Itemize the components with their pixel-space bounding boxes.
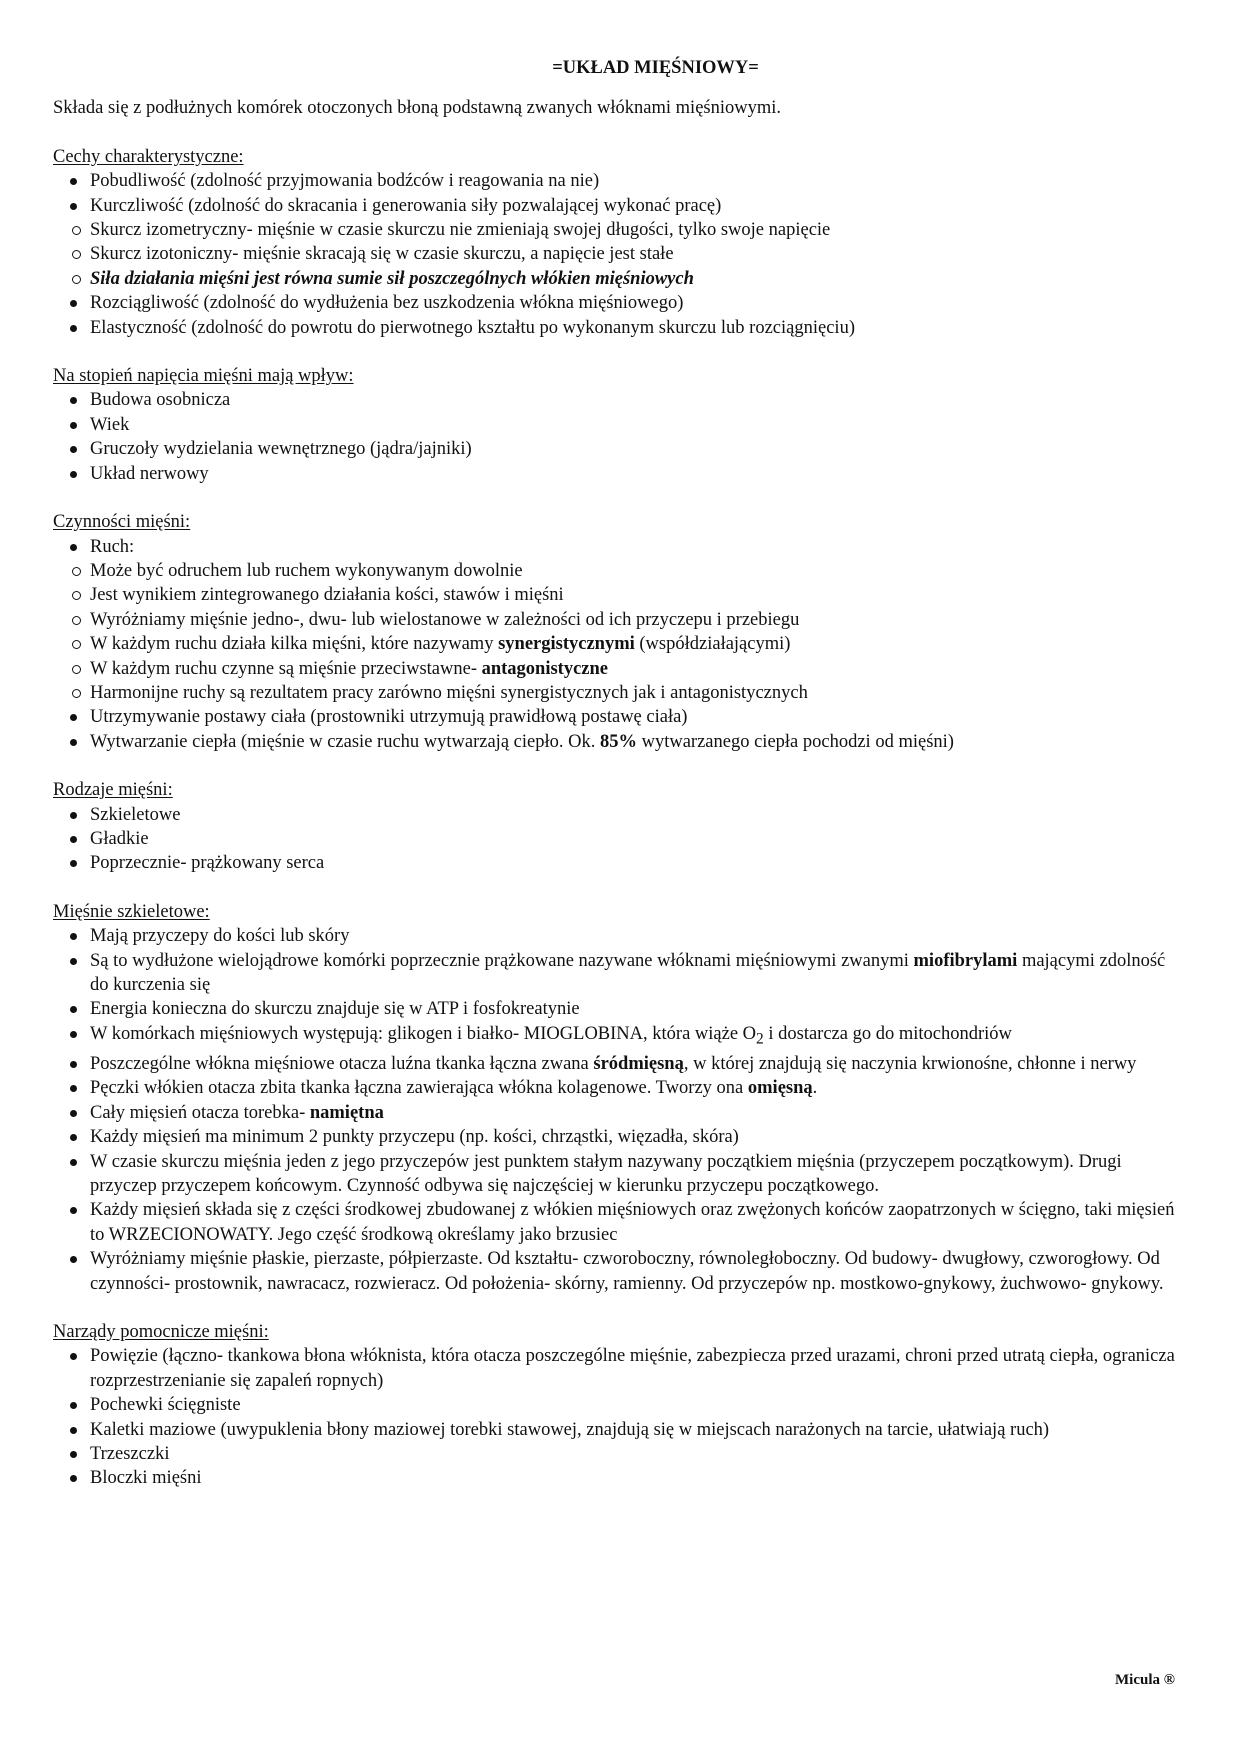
list-item: Mają przyczepy do kości lub skóry — [53, 924, 1188, 948]
list-item: Wiek — [53, 413, 1188, 437]
list-item — [53, 949, 1188, 998]
section-heading: Czynności mięśni: — [53, 512, 191, 533]
list-item: Wyróżniamy mięśnie płaskie, pierzaste, półpierzaste. Od kształtu- czworoboczny, równoległoboczny. Od budowy- dwugłowy, czworogłowy. Od czynności- prostownik, nawracacz, rozwieracz. Od położenia- skórny, ramienny. Od przyczepów np. mostkowo-gnykowy, żuchwowo- gnykowy. — [53, 1247, 1188, 1296]
text-run: Cały mięsień otacza torebka- — [90, 1102, 310, 1123]
list-item: Każdy mięsień ma minimum 2 punkty przyczepu (np. kości, chrząstki, więzadła, skóra) — [53, 1125, 1188, 1149]
section-napiecie — [53, 364, 1188, 486]
bold-term: synergistycznymi — [498, 634, 635, 655]
list-item: Rozciągliwość (zdolność do wydłużenia bez uszkodzenia włókna mięśniowego) — [53, 291, 1188, 315]
text-run: . — [812, 1078, 818, 1099]
list-item — [53, 1052, 1188, 1076]
list-item: Powięzie (łączno- tkankowa błona włóknista, która otacza poszczególne mięśnie, zabezpiecza przed urazami, chroni przed utratą ciepła, ogranicza rozprzestrzenianie się zapaleń ropnych) — [53, 1344, 1188, 1393]
bullet-list — [53, 924, 1188, 1296]
list-item — [53, 1101, 1188, 1125]
list-item: Każdy mięsień składa się z części środkowej zbudowanej z włókien mięśniowych oraz zwężonych końców zaopatrzonych w ścięgno, taki mięsień to WRZECIONOWATY. Jego część środkową określamy jako brzusiec — [53, 1198, 1188, 1247]
section-czynnosci — [53, 510, 1188, 754]
text-run: i dostarcza go do mitochondriów — [763, 1023, 1012, 1044]
text-run: W komórkach mięśniowych występują: glikogen i białko- MIOGLOBINA, która wiąże O — [90, 1023, 757, 1044]
list-item: Kurczliwość (zdolność do skracania i generowania siły pozwalającej wykonać pracę) — [53, 194, 1188, 218]
list-item: Poprzecznie- prążkowany serca — [53, 851, 1188, 875]
list-item: Kaletki maziowe (uwypuklenia błony maziowej torebki stawowej, znajdują się w miejscach narażonych na tarcie, ułatwiają ruch) — [53, 1418, 1188, 1442]
bold-term: śródmięsną — [593, 1053, 684, 1074]
text-run: Pęczki włókien otacza zbita tkanka łączna zawierająca włókna kolagenowe. Tworzy ona — [90, 1078, 748, 1099]
sub-list-item: Jest wynikiem zintegrowanego działania kości, stawów i mięśni — [53, 583, 1188, 607]
intro-paragraph: Składa się z podłużnych komórek otoczonych błoną podstawną zwanych włóknami mięśniowymi. — [53, 98, 782, 119]
subscript: 2 — [756, 1030, 764, 1048]
text-run: Poszczególne włókna mięśniowe otacza luźna tkanka łączna zwana — [90, 1053, 594, 1074]
sub-list-item — [53, 632, 1188, 656]
text-run: W każdym ruchu czynne są mięśnie przeciwstawne- — [90, 658, 482, 679]
list-item: Szkieletowe — [53, 803, 1188, 827]
sub-list-item: Wyróżniamy mięśnie jedno-, dwu- lub wielostanowe w zależności od ich przyczepu i przebiegu — [53, 608, 1188, 632]
text-run: W każdym ruchu działa kilka mięśni, które nazywamy — [90, 634, 499, 655]
bullet-list — [53, 803, 1188, 876]
page-title: =UKŁAD MIĘŚNIOWY= — [552, 58, 759, 78]
section-szkieletowe — [53, 900, 1188, 1296]
section-heading: Mięśnie szkieletowe: — [53, 901, 210, 922]
sub-list-item: Harmonijne ruchy są rezultatem pracy zarówno mięśni synergistycznych jak i antagonistycznych — [53, 681, 1188, 705]
section-heading: Cechy charakterystyczne: — [53, 146, 244, 167]
list-item: Budowa osobnicza — [53, 388, 1188, 412]
section-heading: Na stopień napięcia mięśni mają wpływ: — [53, 366, 354, 387]
list-item — [53, 1022, 1188, 1052]
sub-list-item: Skurcz izometryczny- mięśnie w czasie skurczu nie zmieniają swojej długości, tylko swoje napięcie — [53, 218, 1188, 242]
list-item: Trzeszczki — [53, 1442, 1188, 1466]
bullet-list — [53, 169, 1188, 218]
bold-term: antagonistyczne — [481, 658, 609, 679]
section-cechy — [53, 145, 1188, 340]
sub-list-item: Może być odruchem lub ruchem wykonywanym dowolnie — [53, 559, 1188, 583]
list-item: Gładkie — [53, 827, 1188, 851]
sub-list — [53, 559, 1188, 705]
footer-signature: Micula ® — [1115, 1672, 1175, 1688]
list-item: Pochewki ścięgniste — [53, 1393, 1188, 1417]
list-item: Bloczki mięśni — [53, 1466, 1188, 1490]
bullet-list — [53, 1344, 1188, 1490]
text-run: (współdziałającymi) — [634, 634, 791, 655]
bold-term: omięsną — [747, 1078, 813, 1099]
bullet-list — [53, 388, 1188, 486]
bold-term: 85% — [599, 731, 637, 752]
section-pomocnicze — [53, 1320, 1188, 1491]
list-item: Utrzymywanie postawy ciała (prostowniki utrzymują prawidłową postawę ciała) — [53, 705, 1188, 729]
sub-list-item: Skurcz izotoniczny- mięśnie skracają się w czasie skurczu, a napięcie jest stałe — [53, 242, 1188, 266]
list-item: Układ nerwowy — [53, 462, 1188, 486]
section-heading: Narządy pomocnicze mięśni: — [53, 1321, 269, 1342]
list-item — [53, 1076, 1188, 1100]
text-run: Wytwarzanie ciepła (mięśnie w czasie ruchu wytwarzają ciepło. Ok. — [90, 731, 600, 752]
list-item: W czasie skurczu mięśnia jeden z jego przyczepów jest punktem stałym nazywany początkiem mięśnia (przyczepem początkowym). Drugi przyczep przyczepem końcowym. Czynność odbywa się najczęściej w kierunku przyczepu początkowego. — [53, 1150, 1188, 1199]
sub-list — [53, 218, 1188, 291]
sub-list-item: Siła działania mięśni jest równa sumie sił poszczególnych włókien mięśniowych — [53, 267, 1188, 291]
text-run: Są to wydłużone wielojądrowe komórki poprzecznie prążkowane nazywane włóknami mięśniowymi zwanymi — [90, 950, 914, 971]
text-run: wytwarzanego ciepła pochodzi od mięśni) — [636, 731, 954, 752]
bullet-list — [53, 535, 1188, 559]
bullet-list — [53, 705, 1188, 754]
section-rodzaje — [53, 778, 1188, 876]
list-item: Ruch: — [53, 535, 1188, 559]
list-item: Pobudliwość (zdolność przyjmowania bodźców i reagowania na nie) — [53, 169, 1188, 193]
list-item: Gruczoły wydzielania wewnętrznego (jądra/jajniki) — [53, 437, 1188, 461]
bold-term: miofibrylami — [913, 950, 1018, 971]
sub-list-item — [53, 657, 1188, 681]
section-heading: Rodzaje mięśni: — [53, 780, 173, 801]
document-content — [53, 56, 1188, 1515]
text-run: mającymi zdolność do kurczenia się — [90, 950, 1166, 995]
bold-term: namiętna — [309, 1102, 384, 1123]
list-item — [53, 730, 1188, 754]
list-item: Elastyczność (zdolność do powrotu do pierwotnego kształtu po wykonanym skurczu lub rozciągnięciu) — [53, 316, 1188, 340]
bullet-list — [53, 291, 1188, 340]
text-run: , w której znajdują się naczynia krwionośne, chłonne i nerwy — [683, 1053, 1137, 1074]
list-item: Energia konieczna do skurczu znajduje się w ATP i fosfokreatynie — [53, 997, 1188, 1021]
